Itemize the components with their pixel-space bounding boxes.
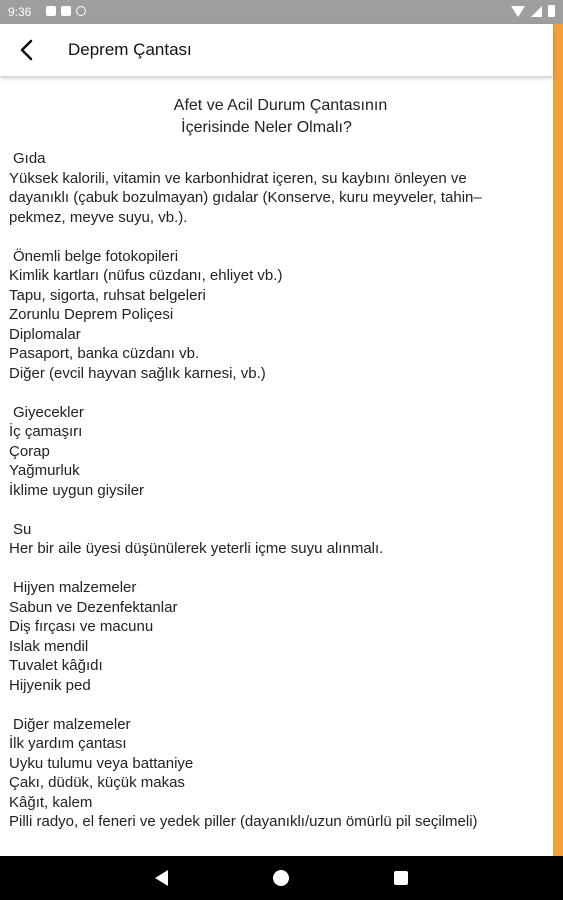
- content-lines: [9, 149, 549, 832]
- list-item: Kâğıt, kalem: [9, 793, 93, 811]
- heading-line-2: İçerisinde Neler Olmalı?: [181, 119, 352, 136]
- status-bar: [0, 0, 563, 24]
- list-item: Hijyenik ped: [9, 676, 91, 694]
- list-item: Pilli radyo, el feneri ve yedek piller (dayanıklı/uzun ömürlü pil seçilmeli): [9, 813, 478, 830]
- status-time: 9:36: [8, 5, 32, 19]
- blank-line: [9, 500, 549, 520]
- blank-line: [9, 227, 549, 247]
- list-item: pekmez, meyve suyu, vb.).: [9, 208, 188, 226]
- content-area[interactable]: [0, 76, 553, 856]
- section-heading: Giyecekler: [13, 403, 84, 421]
- list-item: Yüksek kalorili, vitamin ve karbonhidrat içeren, su kaybını önleyen ve: [9, 169, 467, 187]
- sync-icon: [76, 6, 86, 16]
- status-left-icons: [46, 6, 86, 16]
- list-item: Diğer (evcil hayvan sağlık karnesi, vb.): [9, 364, 266, 382]
- signal-icon: [531, 6, 542, 17]
- wifi-icon: [511, 6, 525, 17]
- heading-line-1: Afet ve Acil Durum Çantasının: [173, 97, 388, 114]
- list-item: İklime uygun giysiler: [9, 481, 145, 499]
- blank-line: [9, 695, 549, 715]
- page-title: Deprem Çantası: [68, 40, 192, 59]
- list-item: İç çamaşırı: [9, 423, 83, 440]
- sim-icon: [61, 6, 71, 16]
- list-item: Tuvalet kâğıdı: [9, 657, 103, 674]
- navigation-bar: [0, 856, 563, 900]
- list-item: Diplomalar: [9, 325, 81, 343]
- status-right-icons: [511, 5, 555, 17]
- blank-line: [9, 383, 549, 403]
- list-item: Kimlik kartları (nüfus cüzdanı, ehliyet vb.): [9, 267, 283, 284]
- list-item: Sabun ve Dezenfektanlar: [9, 598, 178, 616]
- list-item: Her bir aile üyesi düşünülerek yeterli içme suyu alınmalı.: [9, 540, 384, 557]
- nav-home-icon[interactable]: [273, 870, 289, 886]
- nav-recents-icon[interactable]: [394, 871, 408, 885]
- list-item: Uyku tulumu veya battaniye: [9, 754, 194, 772]
- list-item: Islak mendil: [9, 637, 89, 655]
- section-heading: Gıda: [13, 150, 46, 167]
- section-heading: Hijyen malzemeler: [13, 579, 137, 596]
- list-item: Çorap: [9, 442, 50, 460]
- list-item: Tapu, sigorta, ruhsat belgeleri: [9, 286, 206, 304]
- blank-line: [9, 559, 549, 579]
- list-item: Yağmurluk: [9, 462, 80, 479]
- list-item: İlk yardım çantası: [9, 735, 127, 752]
- accent-strip: [553, 24, 563, 856]
- arrow-back-icon: [12, 36, 40, 64]
- battery-icon: [548, 5, 555, 17]
- app-bar: [0, 24, 553, 76]
- section-heading: Su: [13, 520, 32, 538]
- list-item: Diş fırçası ve macunu: [9, 618, 154, 635]
- list-item: Çakı, düdük, küçük makas: [9, 774, 185, 791]
- list-item: Zorunlu Deprem Poliçesi: [9, 306, 174, 323]
- section-heading: Önemli belge fotokopileri: [13, 247, 179, 265]
- nav-back-icon[interactable]: [155, 870, 168, 886]
- section-heading: Diğer malzemeler: [13, 715, 131, 733]
- list-item: dayanıklı (çabuk bozulmayan) gıdalar (Konserve, kuru meyveler, tahin–: [9, 189, 482, 206]
- back-button[interactable]: [12, 36, 40, 64]
- sd-card-icon: [46, 6, 56, 16]
- list-item: Pasaport, banka cüzdanı vb.: [9, 345, 200, 362]
